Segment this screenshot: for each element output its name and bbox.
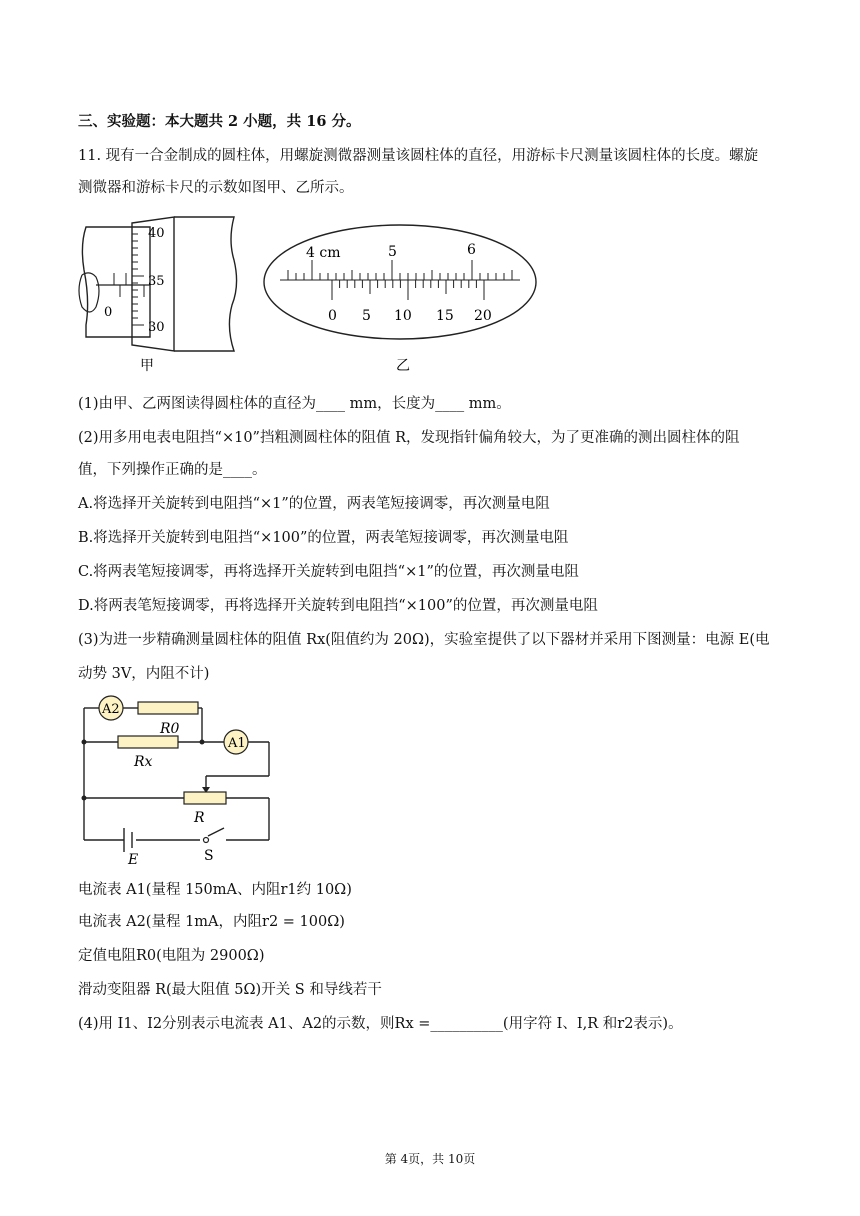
resistor-rx-label: Rx	[134, 754, 153, 770]
ammeter-a1-label: A1	[228, 736, 246, 751]
caliper-vernier-label-5: 5	[362, 308, 371, 324]
switch-s-label: S	[204, 848, 214, 864]
option-c: C.将两表笔短接调零，再将选择开关旋转到电阻挡“×1”的位置，再次测量电阻	[78, 564, 579, 580]
micrometer-figure	[72, 215, 242, 375]
battery-e-label: E	[128, 852, 139, 868]
caliper-main-label-4cm: 4 cm	[306, 245, 341, 261]
option-b: B.将选择开关旋转到电阻挡“×100”的位置，两表笔短接调零，再次测量电阻	[78, 530, 569, 546]
caliper-figure	[258, 218, 543, 378]
micrometer-tick-40: 40	[148, 226, 165, 241]
part3-line1: (3)为进一步精确测量圆柱体的阻值 Rx(阻值约为 20Ω)，实验室提供了以下器材并采用下图测量：电源 E(电	[78, 632, 770, 648]
resistor-r0-label: R0	[160, 721, 180, 737]
rheostat-r-label: R	[194, 810, 205, 826]
option-d: D.将两表笔短接调零，再将选择开关旋转到电阻挡“×100”的位置，再次测量电阻	[78, 598, 598, 614]
equipment-r0: 定值电阻R0(电阻为 2900Ω)	[78, 948, 265, 964]
part3-line2: 动势 3V，内阻不计)	[78, 666, 210, 682]
equipment-a2: 电流表 A2(量程 1mA，内阻r2 = 100Ω)	[78, 914, 345, 930]
caliper-vernier-label-10: 10	[394, 308, 412, 324]
caliper-main-label-6: 6	[467, 242, 476, 258]
part1-text: (1)由甲、乙两图读得圆柱体的直径为____ mm，长度为____ mm。	[78, 396, 511, 412]
option-a: A.将选择开关旋转到电阻挡“×1”的位置，两表笔短接调零，再次测量电阻	[78, 496, 550, 512]
part2-line1: (2)用多用电表电阻挡“×10”挡粗测圆柱体的阻值 R，发现指针偏角较大，为了更准确的测出圆柱体的阻	[78, 430, 740, 446]
section-title: 三、实验题：本大题共 2 小题，共 16 分。	[78, 113, 361, 130]
micrometer-caption: 甲	[140, 358, 154, 374]
part4-text: (4)用 I1、I2分别表示电流表 A1、A2的示数，则Rx =__________(用字符 I、I,R 和r2表示)。	[78, 1016, 683, 1032]
caliper-vernier-label-15: 15	[436, 308, 454, 324]
circuit-diagram	[76, 690, 281, 870]
micrometer-zero-label: 0	[104, 305, 113, 320]
question-intro-line2: 测微器和游标卡尺的示数如图甲、乙所示。	[78, 180, 354, 196]
part2-line2: 值，下列操作正确的是____。	[78, 462, 267, 478]
equipment-a1: 电流表 A1(量程 150mA、内阻r1约 10Ω)	[78, 882, 352, 898]
micrometer-tick-30: 30	[148, 320, 165, 335]
equipment-rheostat: 滑动变阻器 R(最大阻值 5Ω)开关 S 和导线若干	[78, 982, 382, 998]
ammeter-a2-label: A2	[102, 702, 120, 717]
caliper-vernier-label-0: 0	[328, 308, 337, 324]
page-footer: 第 4页，共 10页	[384, 1152, 476, 1166]
question-intro-line1: 11. 现有一合金制成的圆柱体，用螺旋测微器测量该圆柱体的直径，用游标卡尺测量该圆柱体的长度。螺旋	[78, 148, 759, 164]
micrometer-tick-35: 35	[148, 274, 165, 289]
caliper-main-label-5: 5	[388, 244, 397, 260]
caliper-vernier-label-20: 20	[474, 308, 492, 324]
caliper-caption: 乙	[396, 358, 410, 374]
